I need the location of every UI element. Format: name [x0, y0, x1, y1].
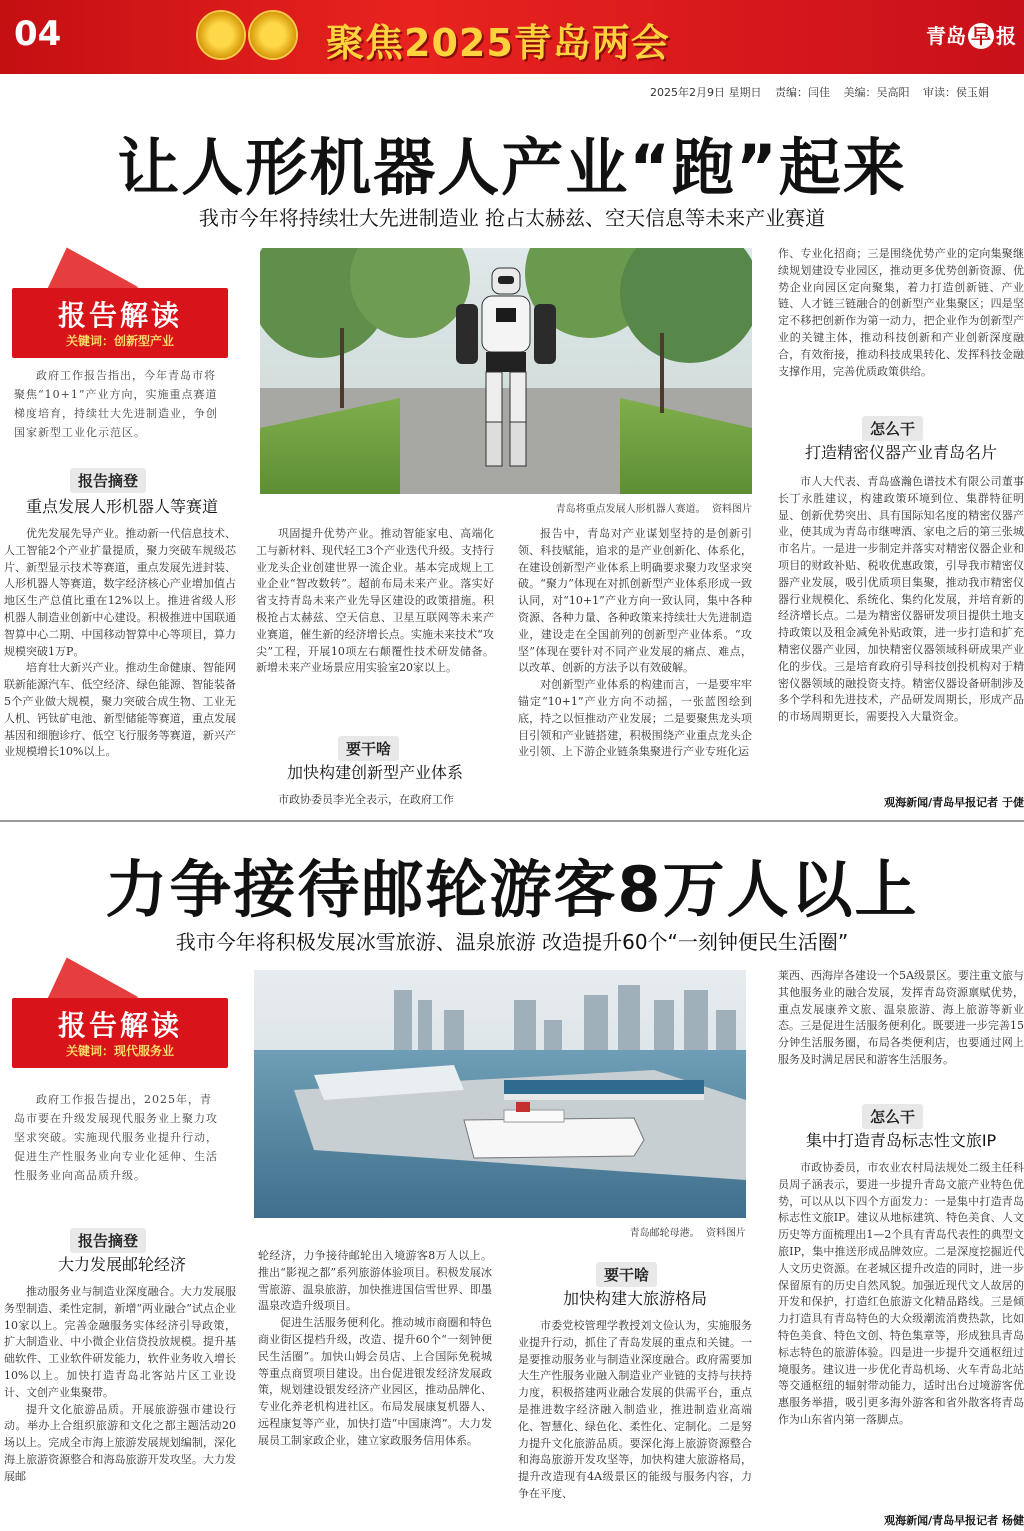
article1-col4 [778, 246, 1024, 404]
paragraph: 对创新型产业体系的构建而言，一是要牢牢锚定“10+1”产业方向不动摇，一张蓝图绘到底，持之以恒推动产业发展；二是要聚焦龙头项目引领和产业链搭建，积极围绕产业重点龙头企业引领、上下游企业链条集聚进行产业专班化运 [518, 678, 752, 759]
article2-subhead: 我市今年将积极发展冰雪旅游、温泉旅游 改造提升60个“一刻钟便民生活圈” [175, 930, 849, 954]
cppcc-emblem-icon [248, 10, 298, 60]
photo-credit: 资料图片 [706, 1228, 746, 1239]
cruise-port-photo [254, 970, 746, 1218]
article2-col4 [778, 968, 1024, 1090]
robot-photo [260, 248, 752, 494]
caption-text: 青岛邮轮母港。 [629, 1228, 700, 1239]
paragraph: 作、专业化招商；三是围绕优势产业的定向集聚继续规划建设专业园区，推动更多优势创新资源、优势企业向园区定向聚集，着力打造创新链、产业链、人才链三链融合的创新型产业集聚区；四是坚定不移把创新作为第一动力，把企业作为创新型产业的关键主体，推动科技创新和产业创新深度融合，有效衔接，推动科技成果转化、发挥科技金融支撑作用，完善优质政策供给。 [778, 247, 1024, 378]
article1-title-how: 打造精密仪器产业青岛名片 [804, 443, 997, 462]
article1-col1 [4, 526, 236, 812]
paragraph: 市委党校管理学教授刘文俭认为，实施服务业提升行动，抓住了青岛发展的重点和关键。一是要推动服务业与制造业深度融合。政府需要加大生产性服务业融入制造业产业链的支持与扶持力度，积极搭建两业融合发展的供需平台，重点是推进数字经济融入制造业，推进制造业高端化、智慧化、绿色化、柔性化、定制化。二是努力提升文化旅游品质。要深化海上旅游资源整合和海岛旅游开发攻坚等，加快构建大旅游格局，提升改造现有4A级景区的能级与服务内容，力争在平度、 [518, 1319, 752, 1500]
badge-keyword: 关键词：现代服务业 [65, 1044, 174, 1058]
designer: 美编：吴高阳 [843, 86, 910, 99]
article1-intro: 政府工作报告指出，今年青岛市将聚焦“10+1”产业方向，实施重点赛道梯度培育，持续壮大先进制造业，争创国家新型工业化示范区。 [14, 369, 218, 439]
article2-col2 [258, 1248, 492, 1530]
paragraph: 莱西、西海岸各建设一个5A级景区。要注重文旅与其他服务业的融合发展，发挥青岛资源禀赋优势，重点发展康养文旅、温泉旅游、海上旅游等新业态。三是促进生活服务便利化。既要进一步完善15分钟生活服务圈，布局各类便利店，也要通过网上服务及时满足居民和游客生活服务。 [778, 969, 1024, 1066]
paragraph: 轮经济，力争接待邮轮出入境游客8万人以上。推出“影视之都”系列旅游体验项目。积极发展冰雪旅游、温泉旅游，加快推进国信雪世界、即墨温泉改造升级项目。 [258, 1249, 492, 1313]
editor: 责编：闫佳 [775, 86, 830, 99]
article1-title-what: 加快构建创新型产业体系 [286, 763, 463, 782]
article1-col3 [518, 526, 752, 810]
article2-col1 [4, 1284, 236, 1530]
proofreader: 审读：侯玉娟 [923, 86, 989, 99]
brand-left: 青岛 [926, 24, 966, 48]
badge-title: 报告解读 [57, 299, 182, 332]
caption-text: 青岛将重点发展人形机器人赛道。 [555, 504, 706, 515]
article2-report-badge [12, 998, 228, 1068]
section-title: 聚焦2025青岛两会 [326, 21, 670, 65]
paragraph: 市政协委员李光全表示，在政府工作 [278, 793, 454, 806]
paragraph: 巩固提升优势产业。推动智能家电、高端化工与新材料、现代轻工3个产业迭代升级。支持行业龙头企业创建世界一流企业。基本完成规上工业企业“智改数转”。超前布局未来产业。落实好省支持青岛未来产业先导区建设的政策措施。积极抢占太赫兹、空天信息、卫星互联网等未来产业赛道，催生新的经济增长点。实施未来技术“攻尖”工程，开展10项左右颠覆性技术研发储备。新增未来产业场景应用实验室20家以上。 [256, 527, 494, 675]
cruise-photo-caption [254, 1224, 746, 1239]
cruise-port-photo-image [254, 970, 746, 1218]
national-emblem-icon [196, 10, 246, 60]
paragraph: 报告中，青岛对产业谋划坚持的是创新引领、科技赋能，追求的是产业创新化、体系化，在建设创新型产业体系上明确要求聚力攻坚求突破。“聚力”体现在对抓创新型产业体系形成一致认同，对“10+1”产业方向一致认同，集中各种资源、各种力量、各种政策来持续壮大先进制造业，建设走在全国前列的创新型产业体系。“攻坚”体现在要针对不同产业发展的痛点、难点，以改革、创新的方法予以有效破解。 [518, 527, 752, 675]
article2-title-how: 集中打造青岛标志性文旅IP [805, 1131, 997, 1150]
dateline [650, 84, 999, 100]
article2-col3 [518, 1318, 752, 1530]
article2-title-excerpt: 大力发展邮轮经济 [57, 1255, 186, 1274]
article2-intro: 政府工作报告提出，2025年，青岛市要在升级发展现代服务业上聚力攻坚求突破。实施现代服务业提升行动，促进生产性服务业向专业化延伸、生活性服务业向高品质升级。 [14, 1093, 218, 1182]
article1-headline: 让人形机器人产业“跑”起来 [117, 131, 907, 204]
article2-tag-how: 怎么干 [862, 1104, 923, 1129]
robot-photo-image [260, 248, 752, 494]
article1-subhead: 我市今年将持续壮大先进制造业 抢占太赫兹、空天信息等未来产业赛道 [198, 206, 826, 230]
article2-title-what: 加快构建大旅游格局 [562, 1289, 707, 1308]
paragraph: 培育壮大新兴产业。推动生命健康、智能网联新能源汽车、低空经济、绿色能源、智能装备5个产业做大规模，聚力突破合成生物、工业无人机、钙钛矿电池、新型储能等赛道，重点发展基因和细胞诊疗、低空飞行服务等赛道，新兴产业规模增长10%以上。 [4, 661, 236, 759]
brand-right: 报 [996, 24, 1016, 48]
section-divider [0, 820, 1024, 822]
article1-col4b [778, 474, 1024, 790]
paragraph: 市政协委员，市农业农村局法规处二级主任科员周子涵表示，要进一步提升青岛文旅产业特色优势，可以从以下四个方面发力：一是集中打造青岛标志性文旅IP。建议从地标建筑、特色美食、人文历史等方面梳理出1—2个具有青岛代表性的典型文旅IP，集中推送形成品牌效应。二是深度挖掘近代人文历史资源。在老城区提升改造的同时，进一步保留原有的历史自然风貌。加强近现代文人故居的开发和保护，打造红色旅游文化精品路线。三是倾力打造具有青岛特色的大众级潮流消费热款，比如特色美食、特色文创、特色集章等，形成独具青岛标志特色的旅游体验。四是进一步提升交通枢纽过境服务。建议进一步优化青岛机场、火车青岛北站等交通枢纽的辐射带动能力，适时出台过境游客优惠服务举措，吸引更多海外游客和省外散客将青岛作为山东省内第一落脚点。 [778, 1161, 1024, 1426]
article2-tag-report-excerpt: 报告摘登 [70, 1228, 146, 1253]
article1-byline: 观海新闻/青岛早报记者 于倢 [884, 796, 1024, 809]
article1-report-badge [12, 288, 228, 358]
article2-tag-what: 要干啥 [596, 1262, 657, 1287]
paragraph: 推动服务业与制造业深度融合。大力发展服务型制造、柔性定制，新增“两业融合”试点企业10家以上。完善金融服务实体经济引导政策，扩大制造业、中小微企业信贷投放规模。提升基础软件、工业软件研发能力，软件业务收入增长10%以上。加快打造青岛北客站片区工业设计、文创产业集聚带。 [4, 1285, 236, 1399]
article2-col4b [778, 1160, 1024, 1508]
photo-credit: 资料图片 [712, 504, 752, 515]
paragraph: 提升文化旅游品质。开展旅游强市建设行动。举办上合组织旅游和文化之都主题活动20场以上。完成全市海上旅游发展规划编制，深化海上旅游资源整合和海岛旅游开发攻坚。大力发展邮 [4, 1402, 236, 1483]
article2-headline: 力争接待邮轮游客8万人以上 [105, 853, 919, 926]
newspaper-logo [926, 20, 1016, 49]
page-number: 04 [14, 14, 62, 54]
badge-keyword: 关键词：创新型产业 [65, 334, 174, 348]
brand-badge: 早 [968, 23, 994, 49]
article2-byline: 观海新闻/青岛早报记者 杨健 [884, 1514, 1024, 1527]
article1-col2-tail [256, 792, 494, 810]
paragraph: 优先发展先导产业。推动新一代信息技术、人工智能2个产业扩量提质，聚力突破车规级芯片、新型显示技术等赛道，重点发展先进封装、人形机器人等赛道，数字经济核心产业增加值占地区生产总值比重在12%以上。推进省级人形机器人制造业创新中心建设。积极推进中国联通智算中心二期、中国移动智算中心等项目，算力规模突破1万P。 [4, 527, 236, 658]
article1-title-excerpt: 重点发展人形机器人等赛道 [25, 497, 218, 516]
article1-tag-report-excerpt: 报告摘登 [70, 468, 146, 493]
paragraph: 市人大代表、青岛盛瀚色谱技术有限公司董事长丁永胜建议，构建政策环境到位、集群特征明显、创新优势突出、具有国际知名度的精密仪器产业，使其成为青岛市继啤酒、家电之后的第三张城市名片。一是进一步制定并落实对精密仪器企业和项目的财政补贴、税收优惠政策，引导我市精密仪器产业发展，吸引优质项目集聚，推动我市精密仪器行业规模化、系统化、集约化发展，并培育新的经济增长点。二是为精密仪器研发项目提供土地支持政策以及租金减免补贴政策，进一步打造和扩充精密仪器产业园，加快精密仪器领域科研成果产业化的步伐。三是培育政府引导科技创投机构对于精密仪器领域的融投资支持。精密仪器设备研制涉及多个学科和先进技术，产品研发周期长，形成产品的市场周期更长，需要投入大量资金。 [778, 475, 1024, 724]
masthead [0, 0, 1024, 74]
paragraph: 促进生活服务便利化。推动城市商圈和特色商业街区提档升级，改造、提升60个“一刻钟便民生活圈”。加快山姆会员店、上合国际免税城等重点商贸项目建设。出台促进银发经济发展政策，规划建设银发经济产业园区，推动品牌化、专业化养老机构进社区。布局发展康复机器人、远程康复等产业，加快打造“中国康湾”。大力发展员工制家政企业，建立家政服务信用体系。 [258, 1316, 492, 1447]
article1-tag-how: 怎么干 [862, 416, 923, 441]
robot-photo-caption [260, 500, 752, 515]
article1-tag-what: 要干啥 [338, 736, 399, 761]
date: 2025年2月9日 星期日 [650, 86, 762, 99]
article1-col2 [256, 526, 494, 726]
badge-title: 报告解读 [57, 1009, 182, 1042]
